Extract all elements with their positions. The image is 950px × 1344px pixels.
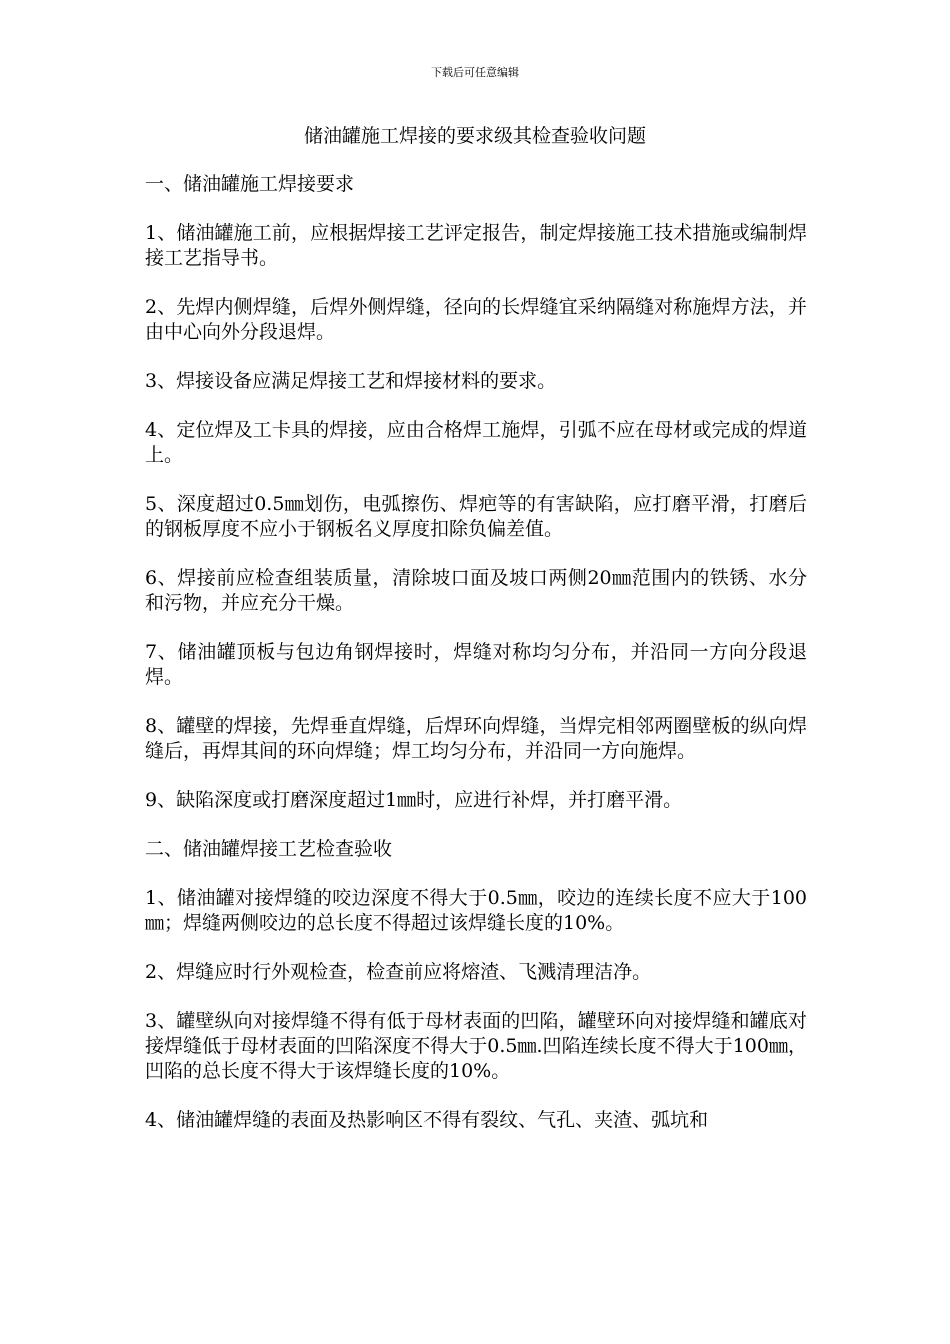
paragraph: 3、罐壁纵向对接焊缝不得有低于母材表面的凹陷，罐壁环向对接焊缝和罐底对接焊缝低于母材表面的凹陷深度不得大于0.5㎜.凹陷连续长度不得大于100㎜，凹陷的总长度不得大于该焊缝长度的10%。 — [145, 1010, 807, 1082]
paragraph: 1、储油罐对接焊缝的咬边深度不得大于0.5㎜，咬边的连续长度不应大于100㎜；焊缝两侧咬边的总长度不得超过该焊缝长度的10%。 — [145, 887, 807, 934]
paragraph: 4、储油罐焊缝的表面及热影响区不得有裂纹、气孔、夹渣、弧坑和 — [145, 1109, 709, 1131]
paragraph: 6、焊接前应检查组装质量，清除坡口面及坡口两侧20㎜范围内的铁锈、水分和污物，并应充分干燥。 — [145, 567, 807, 614]
paragraph: 1、储油罐施工前，应根据焊接工艺评定报告，制定焊接施工技术措施或编制焊接工艺指导书。 — [145, 222, 807, 269]
document-title: 储油罐施工焊接的要求级其检查验收问题 — [303, 125, 646, 147]
section-heading-1: 一、储油罐施工焊接要求 — [145, 173, 355, 195]
paragraph: 5、深度超过0.5㎜划伤，电弧擦伤、焊疤等的有害缺陷，应打磨平滑，打磨后的钢板厚度不应小于钢板名义厚度扣除负偏差值。 — [145, 493, 807, 540]
header-note: 下载后可任意编辑 — [431, 66, 519, 79]
paragraph: 8、罐壁的焊接，先焊垂直焊缝，后焊环向焊缝，当焊完相邻两圈壁板的纵向焊缝后，再焊其间的环向焊缝；焊工均匀分布，并沿同一方向施焊。 — [145, 715, 807, 762]
paragraph: 7、储油罐顶板与包边角钢焊接时，焊缝对称均匀分布，并沿同一方向分段退焊。 — [145, 641, 807, 688]
paragraph: 3、焊接设备应满足焊接工艺和焊接材料的要求。 — [145, 370, 557, 392]
paragraph: 4、定位焊及工卡具的焊接，应由合格焊工施焊，引弧不应在母材或完成的焊道上。 — [145, 419, 807, 466]
section-heading-2: 二、储油罐焊接工艺检查验收 — [145, 838, 393, 860]
paragraph: 2、先焊内侧焊缝，后焊外侧焊缝，径向的长焊缝宜采纳隔缝对称施焊方法，并由中心向外分段退焊。 — [145, 296, 807, 343]
paragraph: 2、焊缝应时行外观检查，检查前应将熔渣、飞溅清理洁净。 — [145, 961, 652, 983]
document-body — [145, 172, 807, 1157]
paragraph: 9、缺陷深度或打磨深度超过1㎜时，应进行补焊，并打磨平滑。 — [145, 789, 683, 811]
